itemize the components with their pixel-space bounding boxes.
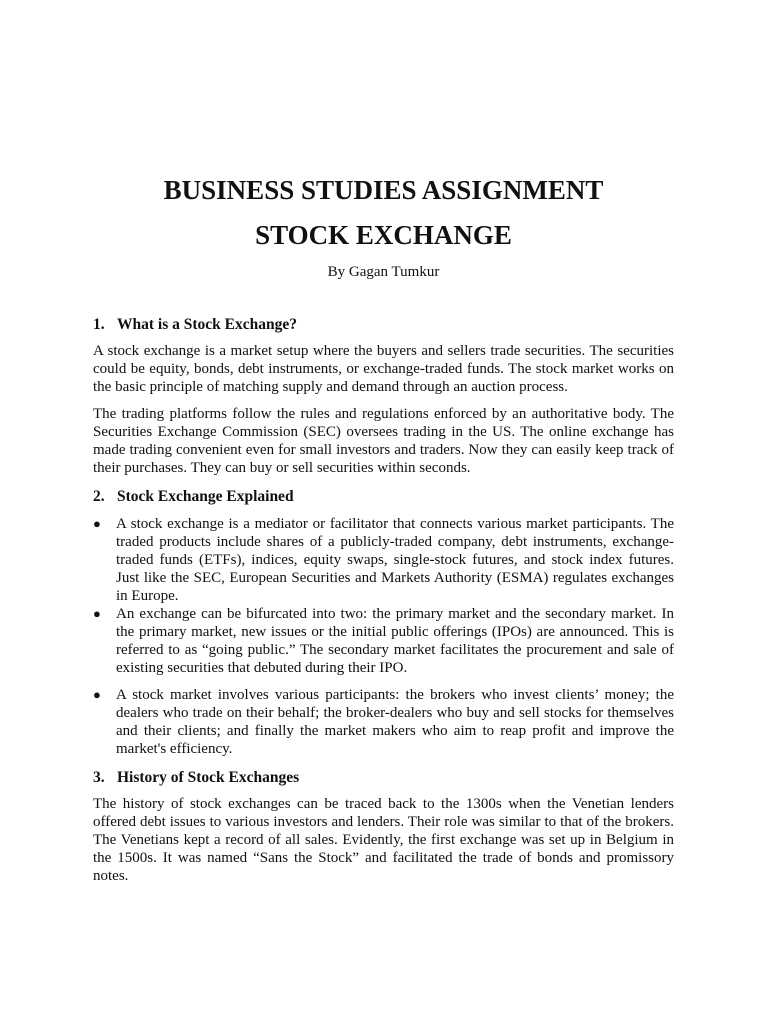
section-title: History of Stock Exchanges xyxy=(117,769,300,786)
document-author: By Gagan Tumkur xyxy=(327,264,440,280)
paragraph: The trading platforms follow the rules and regulations enforced by an authoritative body. The Securities Exchange Commission (SEC) oversees trading in the US. The online exchange has made trading convenient even for small investors and traders. Now they can easily keep track of their purchases. They can buy or sell securities within seconds. xyxy=(93,406,674,476)
section-heading-1 xyxy=(93,315,674,334)
bullet-icon: ● xyxy=(93,516,101,531)
list-item-text: An exchange can be bifurcated into two: the primary market and the secondary market. In the primary market, new issues or the initial public offerings (IPOs) are announced. This is referred to as “going public.” The secondary market facilitates the procurement and sale of existing securities that debuted during their IPO. xyxy=(116,606,674,676)
section-title: What is a Stock Exchange? xyxy=(117,316,297,333)
bullet-icon: ● xyxy=(93,687,101,702)
list-item xyxy=(93,515,674,605)
document-title-line-2: STOCK EXCHANGE xyxy=(255,220,512,250)
document-page xyxy=(93,172,674,885)
section-title: Stock Exchange Explained xyxy=(117,488,294,505)
paragraph: A stock exchange is a market setup where the buyers and sellers trade securities. The securities could be equity, bonds, debt instruments, or exchange-traded funds. The stock market works on the basic principle of matching supply and demand through an auction process. xyxy=(93,343,674,395)
section-number: 3. xyxy=(93,769,105,786)
list-item-text: A stock market involves various participants: the brokers who invest clients’ money; the dealers who trade on their behalf; the broker-dealers who buy and sell stocks for themselves and their clients; and finally the market makers who aim to reap profit and improve the market's efficiency. xyxy=(116,687,674,757)
bullet-list xyxy=(93,515,674,758)
section-number: 1. xyxy=(93,316,105,333)
list-item xyxy=(93,686,674,758)
bullet-icon: ● xyxy=(93,606,101,621)
section-number: 2. xyxy=(93,488,105,505)
section-heading-2 xyxy=(93,487,674,506)
section-heading-3 xyxy=(93,768,674,787)
list-item-text: A stock exchange is a mediator or facilitator that connects various market participants. The traded products include shares of a publicly-traded company, debt instruments, exchange-traded funds (ETFs), indices, equity swaps, single-stock futures, and stock index futures. Just like the SEC, European Securities and Markets Authority (ESMA) regulates exchanges in Europe. xyxy=(116,516,674,604)
list-item xyxy=(93,605,674,677)
paragraph: The history of stock exchanges can be traced back to the 1300s when the Venetian lenders offered debt issues to various investors and lenders. Their role was similar to that of the brokers. The Venetians kept a record of all sales. Evidently, the first exchange was set up in Belgium in the 1500s. It was named “Sans the Stock” and facilitated the trade of bonds and promissory notes. xyxy=(93,796,674,884)
document-title-line-1: BUSINESS STUDIES ASSIGNMENT xyxy=(163,175,604,205)
